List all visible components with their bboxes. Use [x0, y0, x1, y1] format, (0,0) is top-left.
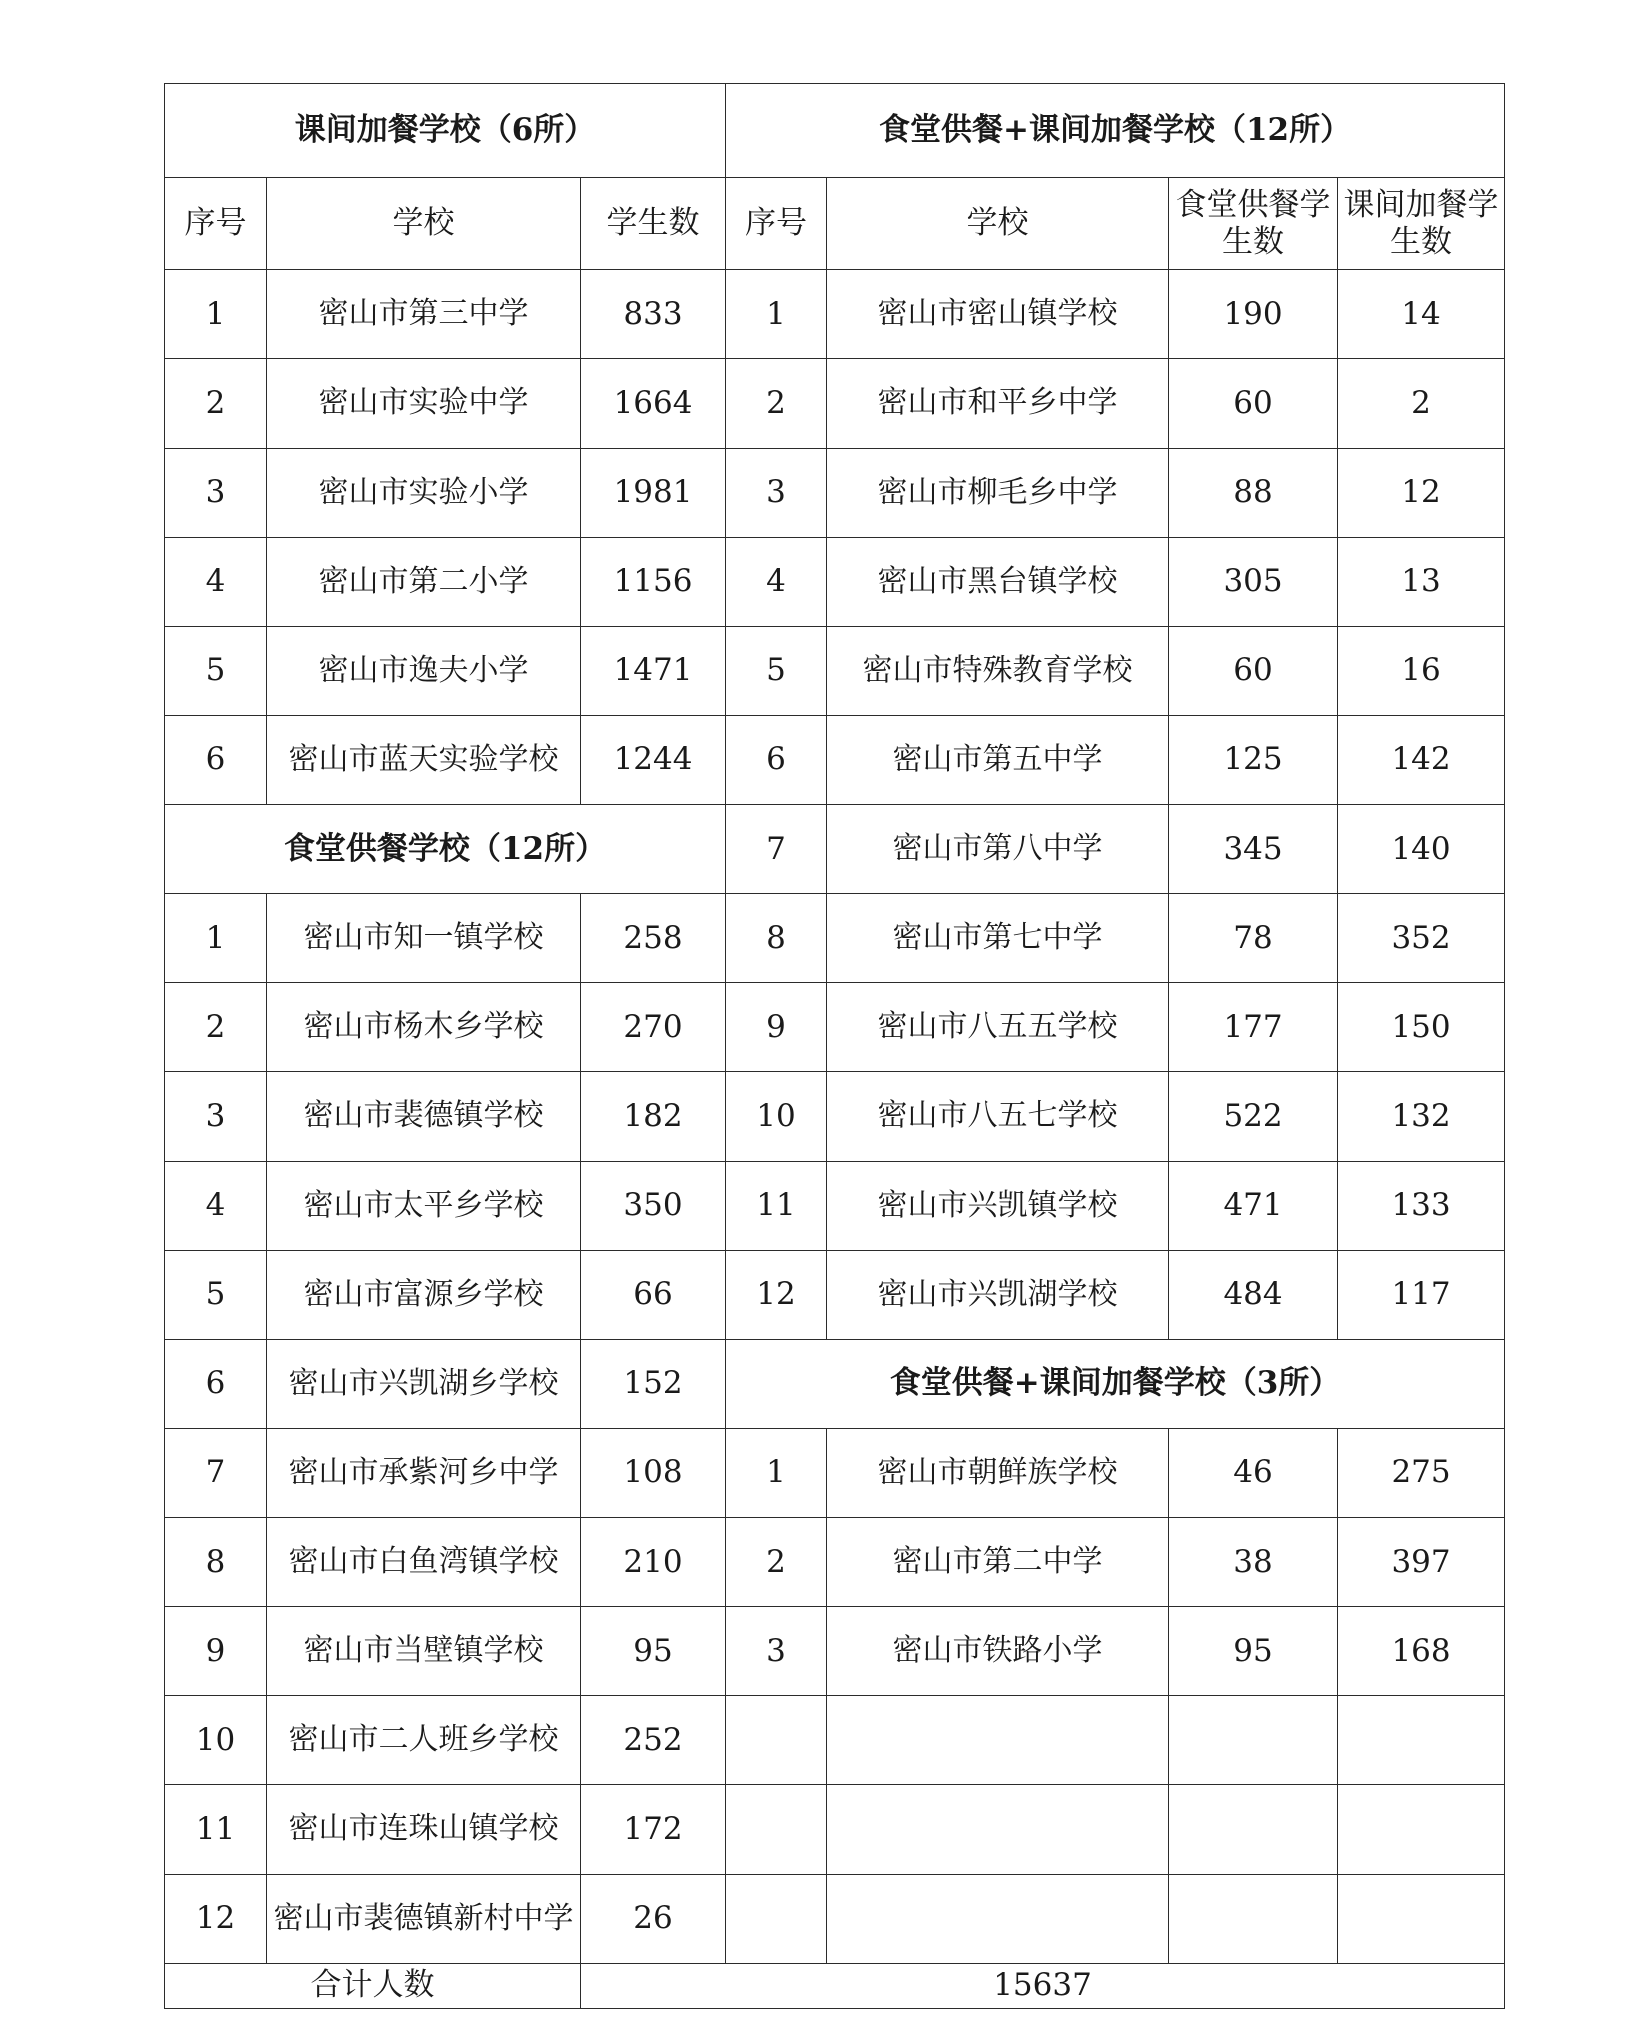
cell-school: 密山市第二中学 — [827, 1518, 1169, 1607]
column-header-no: 序号 — [726, 178, 827, 270]
table-row — [165, 1250, 1505, 1339]
cell-school: 密山市裴德镇学校 — [267, 1072, 581, 1161]
column-header-no: 序号 — [165, 178, 267, 270]
cell-school: 密山市第七中学 — [827, 894, 1169, 983]
cell-students: 1981 — [581, 448, 726, 537]
table-row — [165, 1785, 1505, 1874]
table-row — [165, 1518, 1505, 1607]
cell-school: 密山市实验小学 — [267, 448, 581, 537]
cell-no: 8 — [165, 1518, 267, 1607]
cell-no: 7 — [165, 1428, 267, 1517]
table-row — [165, 448, 1505, 537]
table-row — [165, 1339, 1505, 1428]
column-header-school: 学校 — [827, 178, 1169, 270]
table-row — [165, 626, 1505, 715]
cell-school: 密山市铁路小学 — [827, 1607, 1169, 1696]
section-title-canteen: 食堂供餐学校（12所） — [165, 805, 726, 894]
cell-canteen-students: 484 — [1169, 1250, 1338, 1339]
cell-students: 1156 — [581, 537, 726, 626]
total-label: 合计人数 — [165, 1963, 581, 2008]
cell-no: 5 — [165, 1250, 267, 1339]
table-row — [165, 1161, 1505, 1250]
cell-school: 密山市当壁镇学校 — [267, 1607, 581, 1696]
cell-canteen-students: 305 — [1169, 537, 1338, 626]
cell-no: 1 — [165, 270, 267, 359]
cell-snack-students: 352 — [1338, 894, 1505, 983]
empty-cell — [726, 1696, 827, 1785]
cell-school: 密山市和平乡中学 — [827, 359, 1169, 448]
cell-students: 182 — [581, 1072, 726, 1161]
cell-no: 11 — [165, 1785, 267, 1874]
cell-school: 密山市第二小学 — [267, 537, 581, 626]
table-row — [165, 270, 1505, 359]
cell-school: 密山市杨木乡学校 — [267, 983, 581, 1072]
cell-no: 4 — [165, 1161, 267, 1250]
cell-no: 6 — [165, 715, 267, 804]
empty-cell — [1169, 1874, 1338, 1963]
table-row — [165, 178, 1505, 270]
table-row — [165, 537, 1505, 626]
cell-students: 1664 — [581, 359, 726, 448]
column-header-school: 学校 — [267, 178, 581, 270]
cell-students: 833 — [581, 270, 726, 359]
cell-snack-students: 12 — [1338, 448, 1505, 537]
cell-snack-students: 2 — [1338, 359, 1505, 448]
cell-school: 密山市第八中学 — [827, 805, 1169, 894]
cell-no: 5 — [165, 626, 267, 715]
table-row — [165, 84, 1505, 178]
cell-school: 密山市朝鲜族学校 — [827, 1428, 1169, 1517]
cell-no: 8 — [726, 894, 827, 983]
section-title-combined-3: 食堂供餐+课间加餐学校（3所） — [726, 1339, 1505, 1428]
cell-canteen-students: 38 — [1169, 1518, 1338, 1607]
cell-snack-students: 16 — [1338, 626, 1505, 715]
cell-school: 密山市连珠山镇学校 — [267, 1785, 581, 1874]
cell-canteen-students: 522 — [1169, 1072, 1338, 1161]
cell-school: 密山市蓝天实验学校 — [267, 715, 581, 804]
cell-snack-students: 133 — [1338, 1161, 1505, 1250]
empty-cell — [726, 1785, 827, 1874]
table-row — [165, 1963, 1505, 2008]
cell-snack-students: 150 — [1338, 983, 1505, 1072]
cell-school: 密山市承紫河乡中学 — [267, 1428, 581, 1517]
cell-no: 7 — [726, 805, 827, 894]
cell-canteen-students: 88 — [1169, 448, 1338, 537]
cell-students: 108 — [581, 1428, 726, 1517]
cell-no: 12 — [165, 1874, 267, 1963]
cell-school: 密山市裴德镇新村中学 — [267, 1874, 581, 1963]
cell-no: 3 — [726, 1607, 827, 1696]
cell-canteen-students: 46 — [1169, 1428, 1338, 1517]
cell-snack-students: 132 — [1338, 1072, 1505, 1161]
cell-snack-students: 140 — [1338, 805, 1505, 894]
table-row — [165, 983, 1505, 1072]
cell-students: 26 — [581, 1874, 726, 1963]
table-row — [165, 359, 1505, 448]
cell-school: 密山市八五七学校 — [827, 1072, 1169, 1161]
cell-school: 密山市实验中学 — [267, 359, 581, 448]
cell-students: 172 — [581, 1785, 726, 1874]
empty-cell — [726, 1874, 827, 1963]
document-page — [164, 83, 1504, 2009]
cell-students: 270 — [581, 983, 726, 1072]
cell-canteen-students: 60 — [1169, 359, 1338, 448]
cell-no: 3 — [165, 1072, 267, 1161]
cell-no: 11 — [726, 1161, 827, 1250]
cell-no: 3 — [726, 448, 827, 537]
total-value: 15637 — [581, 1963, 1505, 2008]
cell-school: 密山市第五中学 — [827, 715, 1169, 804]
empty-cell — [1169, 1785, 1338, 1874]
table-row — [165, 894, 1505, 983]
cell-no: 2 — [165, 359, 267, 448]
cell-no: 4 — [165, 537, 267, 626]
cell-canteen-students: 95 — [1169, 1607, 1338, 1696]
cell-students: 152 — [581, 1339, 726, 1428]
cell-school: 密山市密山镇学校 — [827, 270, 1169, 359]
cell-no: 9 — [726, 983, 827, 1072]
cell-no: 12 — [726, 1250, 827, 1339]
cell-canteen-students: 60 — [1169, 626, 1338, 715]
cell-school: 密山市八五五学校 — [827, 983, 1169, 1072]
empty-cell — [1338, 1785, 1505, 1874]
cell-no: 9 — [165, 1607, 267, 1696]
cell-no: 6 — [726, 715, 827, 804]
empty-cell — [827, 1785, 1169, 1874]
cell-no: 1 — [726, 270, 827, 359]
cell-students: 95 — [581, 1607, 726, 1696]
cell-school: 密山市逸夫小学 — [267, 626, 581, 715]
table-row — [165, 1696, 1505, 1785]
empty-cell — [827, 1696, 1169, 1785]
cell-school: 密山市特殊教育学校 — [827, 626, 1169, 715]
cell-students: 258 — [581, 894, 726, 983]
cell-canteen-students: 190 — [1169, 270, 1338, 359]
cell-school: 密山市知一镇学校 — [267, 894, 581, 983]
cell-school: 密山市兴凯湖学校 — [827, 1250, 1169, 1339]
empty-cell — [1338, 1874, 1505, 1963]
cell-no: 2 — [726, 359, 827, 448]
cell-no: 5 — [726, 626, 827, 715]
column-header-students: 学生数 — [581, 178, 726, 270]
empty-cell — [827, 1874, 1169, 1963]
cell-canteen-students: 78 — [1169, 894, 1338, 983]
cell-no: 10 — [165, 1696, 267, 1785]
cell-school: 密山市黑台镇学校 — [827, 537, 1169, 626]
cell-school: 密山市二人班乡学校 — [267, 1696, 581, 1785]
cell-snack-students: 14 — [1338, 270, 1505, 359]
section-title-combined-12: 食堂供餐+课间加餐学校（12所） — [726, 84, 1505, 178]
cell-snack-students: 142 — [1338, 715, 1505, 804]
table-row — [165, 1874, 1505, 1963]
cell-students: 350 — [581, 1161, 726, 1250]
cell-snack-students: 168 — [1338, 1607, 1505, 1696]
cell-snack-students: 13 — [1338, 537, 1505, 626]
cell-no: 1 — [726, 1428, 827, 1517]
cell-students: 1471 — [581, 626, 726, 715]
cell-canteen-students: 345 — [1169, 805, 1338, 894]
cell-school: 密山市富源乡学校 — [267, 1250, 581, 1339]
cell-snack-students: 397 — [1338, 1518, 1505, 1607]
cell-students: 252 — [581, 1696, 726, 1785]
cell-no: 10 — [726, 1072, 827, 1161]
table-row — [165, 1607, 1505, 1696]
empty-cell — [1338, 1696, 1505, 1785]
cell-canteen-students: 177 — [1169, 983, 1338, 1072]
cell-students: 210 — [581, 1518, 726, 1607]
column-header-snack-students: 课间加餐学生数 — [1338, 178, 1505, 270]
cell-school: 密山市太平乡学校 — [267, 1161, 581, 1250]
cell-no: 2 — [726, 1518, 827, 1607]
cell-school: 密山市兴凯湖乡学校 — [267, 1339, 581, 1428]
cell-students: 66 — [581, 1250, 726, 1339]
cell-school: 密山市第三中学 — [267, 270, 581, 359]
cell-no: 6 — [165, 1339, 267, 1428]
cell-no: 4 — [726, 537, 827, 626]
cell-snack-students: 117 — [1338, 1250, 1505, 1339]
empty-cell — [1169, 1696, 1338, 1785]
table-row — [165, 1072, 1505, 1161]
section-title-snack: 课间加餐学校（6所） — [165, 84, 726, 178]
cell-school: 密山市白鱼湾镇学校 — [267, 1518, 581, 1607]
school-meal-table — [164, 83, 1505, 2009]
cell-no: 1 — [165, 894, 267, 983]
table-row — [165, 805, 1505, 894]
cell-students: 1244 — [581, 715, 726, 804]
cell-canteen-students: 125 — [1169, 715, 1338, 804]
table-row — [165, 715, 1505, 804]
cell-snack-students: 275 — [1338, 1428, 1505, 1517]
cell-school: 密山市柳毛乡中学 — [827, 448, 1169, 537]
column-header-canteen-students: 食堂供餐学生数 — [1169, 178, 1338, 270]
cell-no: 2 — [165, 983, 267, 1072]
table-row — [165, 1428, 1505, 1517]
cell-school: 密山市兴凯镇学校 — [827, 1161, 1169, 1250]
cell-no: 3 — [165, 448, 267, 537]
cell-canteen-students: 471 — [1169, 1161, 1338, 1250]
